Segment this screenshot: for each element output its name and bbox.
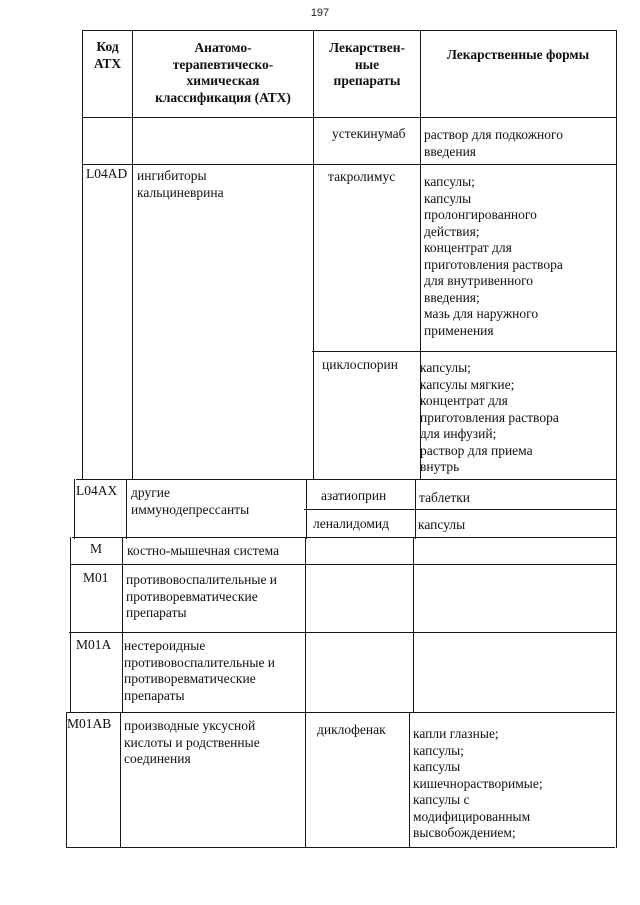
atc-classification: ингибиторы кальциневрина [137,168,224,200]
column-rule [409,712,410,848]
atc-classification: противовоспалительные и противоревматические препараты [126,572,278,620]
column-rule [74,479,75,539]
dosage-forms: капли глазные; капсулы; капсулы кишечнорастворимые; капсулы с модифицированным высвобождением; [413,726,543,840]
column-rule [120,712,121,848]
column-rule [70,537,71,713]
header-classification: Анатомо- терапевтическо- химическая классификация (АТХ) [155,40,291,105]
column-rule [122,537,123,713]
row-rule [82,164,617,165]
atc-code: M01AB [67,716,112,731]
atc-classification: нестероидные противовоспалительные и противоревматические препараты [124,638,276,703]
dosage-forms: раствор для подкожного введения [424,127,563,159]
atc-code: M [90,541,103,556]
column-rule [413,537,414,713]
row-rule [70,564,616,565]
atc-classification: производные уксусной кислоты и родственные соединения [124,718,260,766]
atc-code: M01 [83,570,109,585]
column-rule [616,479,617,848]
drug-name: такролимус [328,169,396,184]
row-rule [69,632,616,633]
header-code: Код АТХ [93,39,122,71]
column-rule [82,30,83,480]
column-rule [126,479,127,539]
row-rule [67,712,615,713]
drug-name: леналидомид [313,516,390,531]
column-rule [415,479,416,539]
row-rule [72,537,616,538]
row-rule [312,351,617,352]
header-forms: Лекарственные формы [446,47,590,62]
drug-name: азатиоприн [321,488,387,503]
page-number: 197 [310,7,330,19]
row-rule [76,479,617,480]
atc-code: M01A [76,637,112,652]
dosage-forms: таблетки [419,490,471,505]
header-drugs: Лекарствен- ные препараты [329,40,405,88]
atc-classification: другие иммунодепрессанты [131,485,250,517]
header-bottom-rule [82,117,617,118]
drug-name: устекинумаб [332,126,406,141]
table-bottom-border [66,847,615,848]
dosage-forms: капсулы; капсулы мягкие; концентрат для приготовления раствора для инфузий; раствор для приема внутрь [420,360,559,474]
drug-name: циклоспорин [322,357,398,372]
column-rule [306,479,307,539]
dosage-forms: капсулы; капсулы пролонгированного действия; концентрат для приготовления раствора для внутривенного введения; мазь для наружного применения [424,174,563,338]
atc-code: L04AD [86,166,128,181]
atc-code: L04AX [76,483,118,498]
drug-name: диклофенак [317,722,386,737]
dosage-forms: капсулы [418,517,466,532]
table-top-border [82,30,617,31]
atc-classification: костно-мышечная система [127,543,280,558]
column-rule [616,30,617,480]
row-rule [304,509,616,510]
